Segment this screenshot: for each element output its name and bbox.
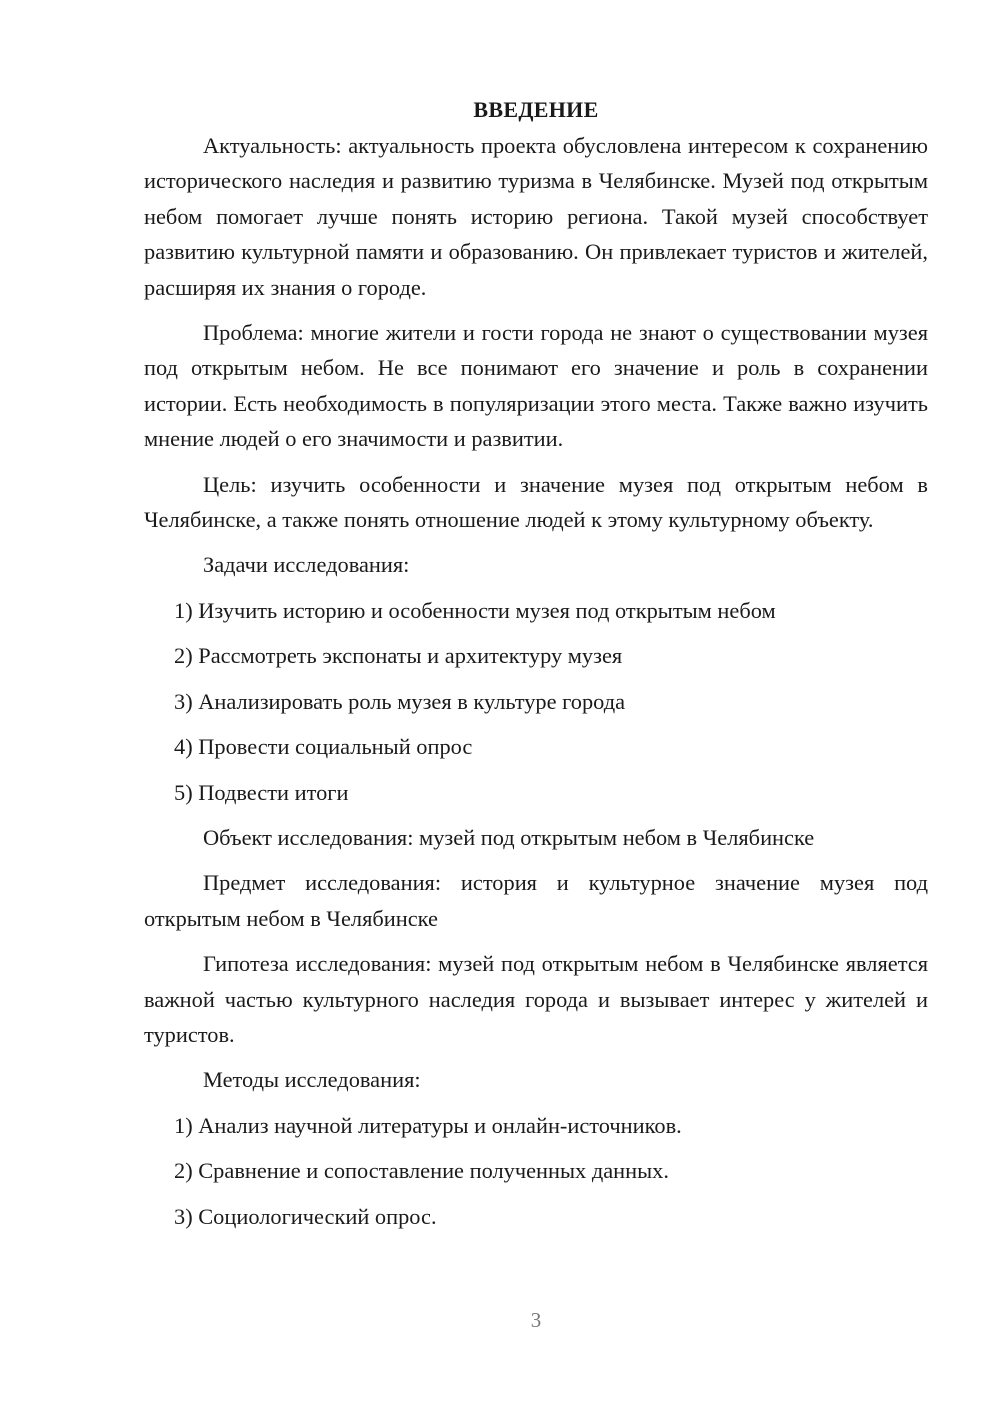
task-item: 1) Изучить историю и особенности музея под открытым небом bbox=[174, 597, 776, 623]
methods-list bbox=[144, 1108, 928, 1234]
task-item: 5) Подвести итоги bbox=[174, 779, 349, 805]
object-paragraph: Объект исследования: музей под открытым небом в Челябинске bbox=[203, 824, 815, 850]
method-item: 1) Анализ научной литературы и онлайн-источников. bbox=[174, 1112, 682, 1138]
page-title: ВВЕДЕНИЕ bbox=[473, 97, 599, 122]
task-item: 2) Рассмотреть экспонаты и архитектуру музея bbox=[174, 643, 623, 669]
tasks-list bbox=[144, 593, 928, 810]
task-item: 3) Анализировать роль музея в культуре города bbox=[174, 688, 626, 714]
problem-paragraph: Проблема: многие жители и гости города не знают о существовании музея под открытым небом. Не все понимают его значение и роль в сохранении истории. Есть необходимость в популяризации этого места. Также важно изучить мнение людей о его значимости и развитии. bbox=[144, 320, 928, 452]
methods-heading: Методы исследования: bbox=[203, 1067, 421, 1093]
goal-paragraph: Цель: изучить особенности и значение музея под открытым небом в Челябинске, а также понять отношение людей к этому культурному объекту. bbox=[144, 471, 928, 533]
method-item: 3) Социологический опрос. bbox=[174, 1203, 437, 1229]
task-item: 4) Провести социальный опрос bbox=[174, 734, 473, 760]
subject-paragraph: Предмет исследования: история и культурное значение музея под открытым небом в Челябинске bbox=[144, 870, 928, 931]
tasks-heading: Задачи исследования: bbox=[203, 552, 410, 578]
method-item: 2) Сравнение и сопоставление полученных данных. bbox=[174, 1158, 669, 1184]
document-page bbox=[144, 94, 928, 1244]
page-number: 3 bbox=[530, 1308, 542, 1332]
relevance-paragraph: Актуальность: актуальность проекта обусловлена интересом к сохранению исторического наследия и развитию туризма в Челябинске. Музей под открытым небом помогает лучше понять историю региона. Такой музей способствует развитию культурной памяти и образованию. Он привлекает туристов и жителей, расширяя их знания о городе. bbox=[144, 133, 928, 300]
hypothesis-paragraph: Гипотеза исследования: музей под открытым небом в Челябинске является важной частью культурного наследия города и вызывает интерес у жителей и туристов. bbox=[144, 951, 928, 1047]
